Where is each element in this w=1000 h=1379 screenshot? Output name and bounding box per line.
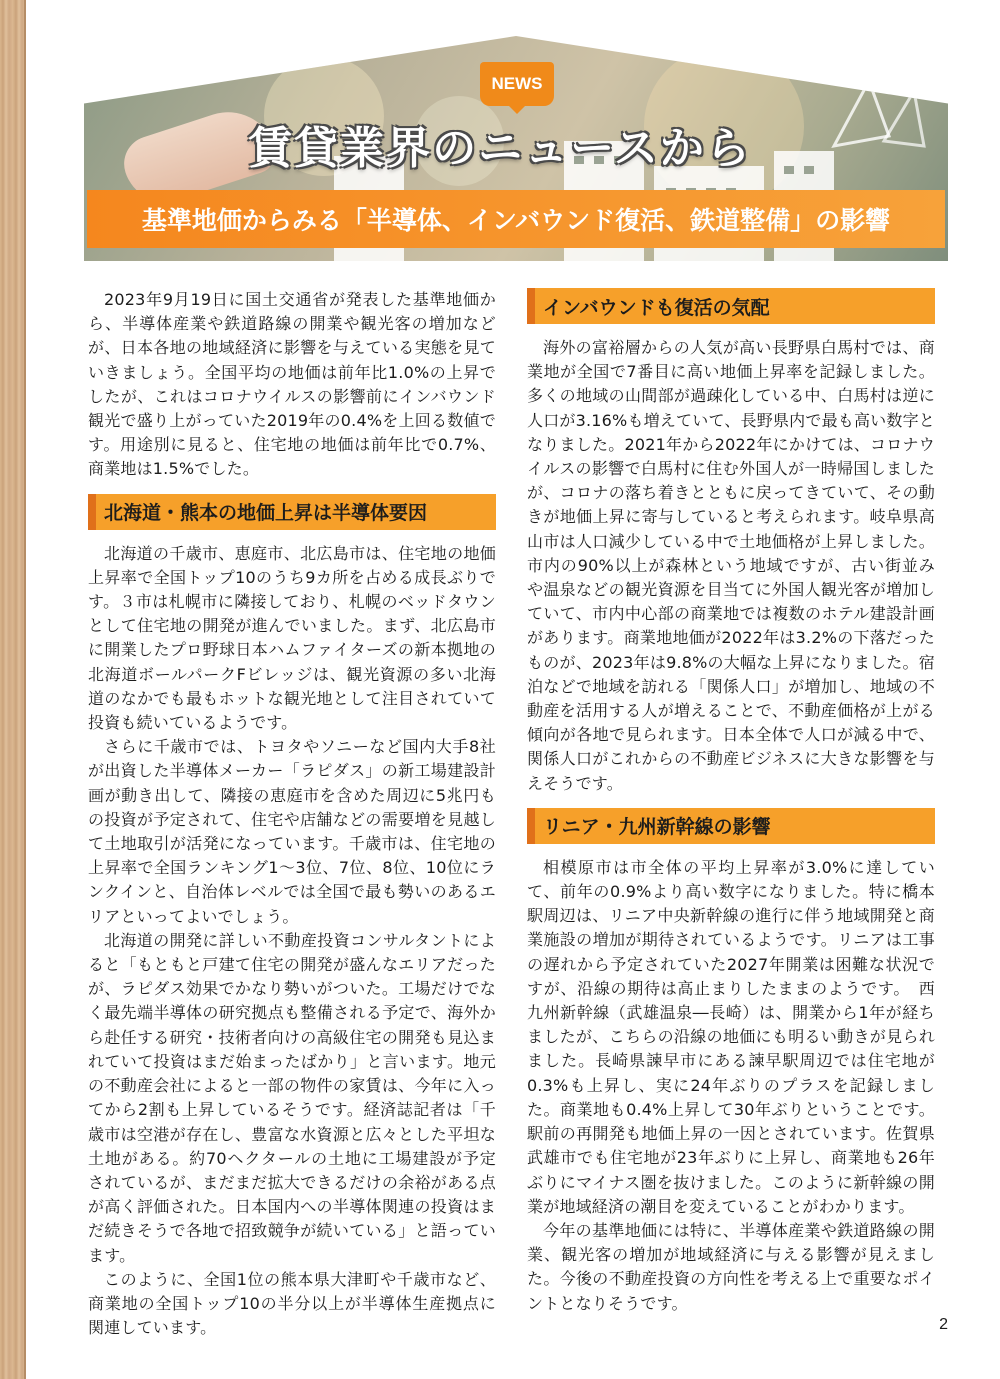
paragraph: さらに千歳市では、トヨタやソニーなど国内大手8社が出資した半導体メーカー「ラピダス」の新工場建設計画が動き出して、隣接の恵庭市を含めた周辺に5兆円もの投資が予定されて、住宅や店舗などの需要増を見越して土地取引が活発になっています。千歳市は、住宅地の上昇率で全国ランキング1～3位、7位、8位、10位にランクインと、自治体レベルでは全国で最も勢いのあるエリアといってよいでしょう。 [88, 737, 496, 926]
left-column [88, 288, 496, 1340]
section-heading-hokkaido: 北海道・熊本の地価上昇は半導体要因 [88, 494, 496, 530]
page-subtitle: 基準地価からみる「半導体、インバウンド復活、鉄道整備」の影響 [87, 190, 945, 248]
paragraph: このように、全国1位の熊本県大津町や千歳市など、商業地の全国トップ10の半分以上が半導体生産拠点に関連しています。 [88, 1269, 496, 1338]
news-badge: NEWS [480, 62, 554, 106]
section-heading-inbound: インバウンドも復活の気配 [527, 288, 935, 324]
right-column [527, 288, 935, 1316]
paragraph: 今年の基準地価には特に、半導体産業や鉄道路線の開業、観光客の増加が地域経済に与える影響が見えました。今後の不動産投資の方向性を考える上で重要なポイントとなりそうです。 [527, 1220, 935, 1313]
page-number: 2 [939, 1316, 948, 1333]
paragraph: 海外の富裕層からの人気が高い長野県白馬村では、商業地が全国で7番目に高い地価上昇率を記録しました。多くの地域の山間部が過疎化している中、白馬村は逆に人口が3.16%も増えていて、長野県内で最も高い数字となりました。2021年から2022年にかけては、コロナウイルスの影響で白馬村に住む外国人が一時帰国しましたが、コロナの落ち着きとともに戻ってきていて、その動きが地価上昇に寄与していると考えられます。岐阜県高山市は人口減少している中で土地価格が上昇しました。市内の90%以上が森林という地域ですが、古い街並みや温泉などの観光資源を目当てに外国人観光客が増加していて、市内中心部の商業地では複数のホテル建設計画があります。商業地地価が2022年は3.2%の下落だったものが、2023年は9.8%の大幅な上昇になりました。宿泊などで地域を訪れる「関係人口」が増加し、地域の不動産を活用する人が増えることで、不動産価格が上がる傾向が各地で見られます。日本全体で人口が減る中で、関係人口がこれからの不動産ビジネスに大きな影響を与えそうです。 [527, 338, 935, 793]
intro-paragraph: 2023年9月19日に国土交通省が発表した基準地価から、半導体産業や鉄道路線の開業や観光客の増加などが、日本各地の地域経済に影響を与えている実態を見ていきましょう。全国平均の地価は前年比1.0%の上昇でしたが、これはコロナウイルスの影響前にインバウンド観光で盛り上がっていた2019年の0.4%を上回る数値です。用途別に見ると、住宅地の地価は前年比で0.7%、商業地は1.5%でした。 [88, 290, 496, 479]
paragraph: 北海道の開発に詳しい不動産投資コンサルタントによると「もともと戸建て住宅の開発が盛んなエリアだったが、ラピダス効果でかなり勢いがついた。工場だけでなく最先端半導体の研究拠点も整備される予定で、海外から赴任する研究・技術者向けの高級住宅の開発も見込まれていて投資はまだ始まったばかり」と言います。地元の不動産会社によると一部の物件の家賃は、今年に入ってから2割も上昇しているそうです。経済誌記者は「千歳市は空港が存在し、豊富な水資源と広々とした平坦な土地がある。約70ヘクタールの土地に工場建設が予定されているが、まだまだ拡大できるだけの余裕がある点が高く評価された。日本国内への半導体関連の投資はまだ続きそうで各地で招致競争が続いている」と語っています。 [88, 930, 496, 1265]
wood-border [0, 0, 26, 1379]
paragraph: 北海道の千歳市、恵庭市、北広島市は、住宅地の地価上昇率で全国トップ10のうち9カ所を占める成長ぶりです。３市は札幌市に隣接しており、札幌のベッドタウンとして住宅地の開発が進んでいました。まず、北広島市に開業したプロ野球日本ハムファイターズの新本拠地の北海道ボールパークFビレッジは、観光資源の多い北海道のなかでも最もホットな観光地として注目されていて投資も続いているようです。 [88, 543, 496, 733]
page-title: 賃貸業界のニュースから [248, 123, 752, 174]
paragraph: 相模原市は市全体の平均上昇率が3.0%に達していて、前年の0.9%より高い数字になりました。特に橋本駅周辺は、リニア中央新幹線の進行に伴う地域開発と商業施設の増加が期待されているようです。リニアは工事の遅れから予定されていた2027年開業は困難な状況ですが、沿線の期待は高止まりしたままのようです。 西九州新幹線（武雄温泉―長崎）は、開業から1年が経ちましたが、こちらの沿線の地価にも明るい動きが見られました。長崎県諫早市にある諫早駅周辺では住宅地が0.3%も上昇し、実に24年ぶりのプラスを記録しました。商業地も0.4%上昇して30年ぶりということです。駅前の再開発も地価上昇の一因とされています。佐賀県武雄市でも住宅地が23年ぶりに上昇し、商業地も26年ぶりにマイナス圏を抜けました。このように新幹線の開業が地域経済の潮目を変えていることがわかります。 [527, 857, 935, 1216]
section-heading-linear: リニア・九州新幹線の影響 [527, 808, 935, 844]
